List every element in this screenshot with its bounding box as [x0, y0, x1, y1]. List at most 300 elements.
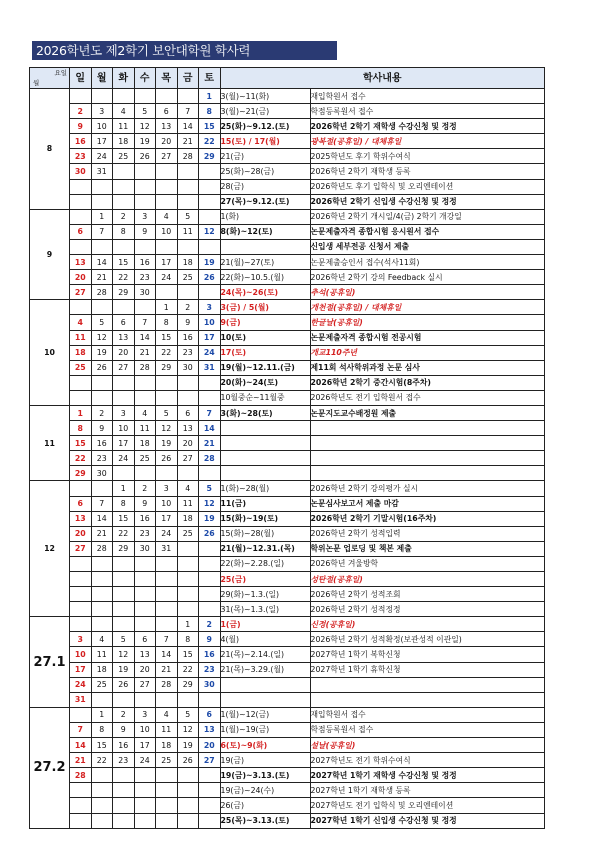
- day-cell: 28: [70, 768, 92, 783]
- day-cell: 1: [199, 89, 221, 104]
- day-cell: 15: [91, 738, 113, 753]
- day-cell: 17: [199, 330, 221, 345]
- day-cell: [91, 300, 113, 315]
- day-cell: [177, 390, 199, 405]
- day-cell: [134, 798, 156, 813]
- day-cell: [113, 572, 135, 587]
- day-cell: 28: [177, 149, 199, 164]
- day-cell: [113, 783, 135, 798]
- day-cell: 18: [91, 662, 113, 677]
- day-cell: 10: [156, 496, 178, 511]
- day-cell: 19: [156, 436, 178, 451]
- day-cell: 28: [91, 541, 113, 556]
- day-cell: 12: [91, 330, 113, 345]
- table-row: [30, 602, 545, 617]
- day-cell: [113, 164, 135, 179]
- day-cell: [134, 390, 156, 405]
- event-date: [220, 692, 310, 707]
- day-cell: [113, 692, 135, 707]
- day-cell: 9: [70, 119, 92, 134]
- day-cell: 14: [199, 421, 221, 436]
- day-cell: [177, 89, 199, 104]
- day-cell: 20: [70, 270, 92, 285]
- day-cell: [70, 556, 92, 571]
- day-cell: 21: [70, 753, 92, 768]
- event-date: 29(화)~1.3.(일): [220, 587, 310, 602]
- day-cell: 14: [156, 647, 178, 662]
- day-cell: 16: [70, 134, 92, 149]
- day-cell: 24: [134, 753, 156, 768]
- day-cell: 24: [91, 149, 113, 164]
- day-cell: [199, 194, 221, 209]
- day-cell: 11: [113, 119, 135, 134]
- event-description: 논문지도교수배정원 제출: [310, 405, 545, 420]
- day-cell: 30: [91, 466, 113, 481]
- day-cell: 6: [113, 315, 135, 330]
- day-cell: 7: [70, 722, 92, 737]
- day-cell: 7: [91, 496, 113, 511]
- event-date: 17(토): [220, 345, 310, 360]
- event-description: 학위논문 업로딩 및 책본 제출: [310, 541, 545, 556]
- day-cell: 7: [134, 315, 156, 330]
- day-cell: 30: [134, 285, 156, 300]
- day-cell: 15: [113, 511, 135, 526]
- event-date: 19(금)~24(수): [220, 783, 310, 798]
- day-cell: 5: [113, 632, 135, 647]
- day-cell: 2: [134, 481, 156, 496]
- day-cell: 17: [156, 511, 178, 526]
- day-cell: [70, 602, 92, 617]
- event-description: 광복절(공휴일) / 대체휴일: [310, 134, 545, 149]
- table-row: [30, 375, 545, 390]
- event-description: 논문심사보고서 제출 마감: [310, 496, 545, 511]
- day-cell: [134, 375, 156, 390]
- day-cell: [156, 617, 178, 632]
- event-description: 2026학년도 후기 입학식 및 오리엔테이션: [310, 179, 545, 194]
- table-row: [30, 255, 545, 270]
- day-cell: 24: [156, 526, 178, 541]
- day-cell: [177, 798, 199, 813]
- day-cell: [91, 768, 113, 783]
- day-cell: 17: [113, 436, 135, 451]
- day-cell: 25: [113, 149, 135, 164]
- day-cell: 9: [91, 421, 113, 436]
- day-cell: 8: [113, 496, 135, 511]
- event-description: 2027학년 1학기 복학신청: [310, 647, 545, 662]
- day-cell: 3: [70, 632, 92, 647]
- day-cell: 12: [177, 722, 199, 737]
- day-cell: 4: [156, 707, 178, 722]
- day-cell: [156, 798, 178, 813]
- event-date: 21(금): [220, 149, 310, 164]
- event-date: 15(화)~19(토): [220, 511, 310, 526]
- day-cell: [70, 572, 92, 587]
- day-cell: [177, 602, 199, 617]
- day-cell: 8: [156, 315, 178, 330]
- event-description: 2026학년 2학기 성적확정(보관성적 이관일): [310, 632, 545, 647]
- event-description: 한글날(공휴일): [310, 315, 545, 330]
- calendar-body: [30, 89, 545, 829]
- day-cell: 6: [156, 104, 178, 119]
- day-cell: 29: [199, 149, 221, 164]
- day-cell: [91, 602, 113, 617]
- day-cell: [70, 194, 92, 209]
- day-cell: 20: [134, 662, 156, 677]
- event-date: 3(월)~21(금): [220, 104, 310, 119]
- day-cell: 25: [70, 360, 92, 375]
- day-cell: [199, 179, 221, 194]
- day-cell: 22: [199, 134, 221, 149]
- day-cell: 21: [91, 526, 113, 541]
- table-row: [30, 179, 545, 194]
- day-cell: [134, 300, 156, 315]
- day-cell: [70, 617, 92, 632]
- day-cell: 5: [91, 315, 113, 330]
- day-cell: 30: [177, 360, 199, 375]
- day-cell: [199, 768, 221, 783]
- day-cell: [134, 466, 156, 481]
- day-cell: 21: [134, 345, 156, 360]
- event-date: [220, 239, 310, 254]
- event-date: 31(목)~1.3.(일): [220, 602, 310, 617]
- event-date: [220, 451, 310, 466]
- day-cell: [156, 602, 178, 617]
- day-cell: 28: [134, 360, 156, 375]
- day-cell: 2: [199, 617, 221, 632]
- day-cell: [113, 300, 135, 315]
- event-date: [220, 466, 310, 481]
- event-date: [220, 677, 310, 692]
- table-row: [30, 239, 545, 254]
- day-cell: 27: [70, 541, 92, 556]
- day-cell: 12: [134, 119, 156, 134]
- day-cell: [134, 617, 156, 632]
- event-date: 10월중순~11월중: [220, 390, 310, 405]
- month-label: 27.1: [30, 617, 70, 708]
- day-cell: [199, 556, 221, 571]
- day-cell: [134, 587, 156, 602]
- day-cell: 13: [177, 421, 199, 436]
- table-row: [30, 647, 545, 662]
- day-header-thu: 목: [156, 68, 178, 89]
- day-cell: [113, 466, 135, 481]
- day-cell: 31: [199, 360, 221, 375]
- day-cell: [156, 692, 178, 707]
- day-cell: [177, 541, 199, 556]
- day-cell: [177, 556, 199, 571]
- day-cell: [156, 466, 178, 481]
- content-header: 학사내용: [220, 68, 545, 89]
- day-header-tue: 화: [113, 68, 135, 89]
- day-cell: 12: [199, 496, 221, 511]
- day-cell: [156, 179, 178, 194]
- table-row: [30, 632, 545, 647]
- table-row: [30, 466, 545, 481]
- day-cell: [70, 209, 92, 224]
- day-cell: [91, 798, 113, 813]
- table-row: [30, 753, 545, 768]
- day-cell: 4: [134, 405, 156, 420]
- page-title: 2026학년도 제2학기 보안대학원 학사력: [32, 41, 337, 60]
- day-cell: 25: [91, 677, 113, 692]
- day-cell: [70, 798, 92, 813]
- table-row: [30, 783, 545, 798]
- event-description: 추석(공휴일): [310, 285, 545, 300]
- day-cell: 3: [91, 104, 113, 119]
- day-cell: [91, 692, 113, 707]
- day-cell: 18: [177, 255, 199, 270]
- event-description: 논문제출자격 종합시험 응시원서 접수: [310, 224, 545, 239]
- day-cell: [134, 89, 156, 104]
- day-cell: 4: [113, 104, 135, 119]
- day-cell: 13: [70, 511, 92, 526]
- day-cell: [70, 375, 92, 390]
- day-cell: [91, 783, 113, 798]
- table-row: [30, 768, 545, 783]
- day-cell: 29: [70, 466, 92, 481]
- day-cell: 8: [177, 632, 199, 647]
- event-description: 제11회 석사학위과정 논문 심사: [310, 360, 545, 375]
- day-cell: 15: [70, 436, 92, 451]
- event-date: 10(토): [220, 330, 310, 345]
- day-cell: 23: [70, 149, 92, 164]
- table-row: [30, 541, 545, 556]
- day-cell: 22: [113, 526, 135, 541]
- day-cell: [70, 587, 92, 602]
- day-cell: 15: [113, 255, 135, 270]
- day-cell: 31: [91, 164, 113, 179]
- table-row: [30, 692, 545, 707]
- day-cell: 4: [156, 209, 178, 224]
- event-description: 학점등록원서 접수: [310, 722, 545, 737]
- day-cell: 11: [177, 496, 199, 511]
- day-cell: 17: [156, 255, 178, 270]
- day-cell: 12: [156, 421, 178, 436]
- day-cell: 2: [70, 104, 92, 119]
- day-cell: 1: [177, 617, 199, 632]
- day-cell: [156, 194, 178, 209]
- table-row: [30, 722, 545, 737]
- day-cell: [199, 285, 221, 300]
- day-cell: 24: [199, 345, 221, 360]
- event-date: 25(화)~28(금): [220, 164, 310, 179]
- table-row: [30, 496, 545, 511]
- day-cell: 13: [70, 255, 92, 270]
- day-cell: [113, 813, 135, 828]
- day-cell: 23: [134, 270, 156, 285]
- day-cell: [199, 813, 221, 828]
- table-row: [30, 360, 545, 375]
- table-row: [30, 315, 545, 330]
- day-cell: [177, 375, 199, 390]
- event-description: 개천절(공휴일) / 대체휴일: [310, 300, 545, 315]
- day-cell: 11: [156, 722, 178, 737]
- day-cell: [156, 587, 178, 602]
- day-cell: 16: [134, 255, 156, 270]
- day-cell: 14: [91, 255, 113, 270]
- event-date: 21(월)~27(토): [220, 255, 310, 270]
- day-cell: 26: [134, 149, 156, 164]
- day-cell: [177, 813, 199, 828]
- day-cell: [70, 179, 92, 194]
- month-label: 10: [30, 300, 70, 406]
- day-cell: [177, 587, 199, 602]
- table-row: [30, 224, 545, 239]
- table-row: [30, 526, 545, 541]
- table-row: [30, 119, 545, 134]
- day-cell: 6: [70, 496, 92, 511]
- table-row: [30, 89, 545, 104]
- month-label: 11: [30, 405, 70, 480]
- event-description: 2026학년 겨울방학: [310, 556, 545, 571]
- day-cell: [91, 587, 113, 602]
- event-description: 2026학년 2학기 강의 Feedback 실시: [310, 270, 545, 285]
- day-cell: 21: [156, 662, 178, 677]
- day-cell: 31: [70, 692, 92, 707]
- day-cell: [70, 783, 92, 798]
- event-date: 26(금): [220, 798, 310, 813]
- day-cell: [113, 194, 135, 209]
- day-cell: [199, 375, 221, 390]
- day-cell: [91, 556, 113, 571]
- event-date: 24(목)~26(토): [220, 285, 310, 300]
- table-row: [30, 104, 545, 119]
- day-cell: [177, 572, 199, 587]
- day-cell: 14: [134, 330, 156, 345]
- day-cell: 16: [91, 436, 113, 451]
- day-cell: 26: [199, 526, 221, 541]
- day-cell: 9: [199, 632, 221, 647]
- day-cell: 18: [113, 134, 135, 149]
- day-cell: 4: [70, 315, 92, 330]
- day-cell: 2: [113, 707, 135, 722]
- day-cell: 17: [91, 134, 113, 149]
- day-cell: 22: [156, 345, 178, 360]
- event-date: 8(화)~12(토): [220, 224, 310, 239]
- event-date: 1(화)~28(월): [220, 481, 310, 496]
- day-cell: 28: [199, 451, 221, 466]
- event-date: [220, 436, 310, 451]
- event-description: [310, 436, 545, 451]
- day-cell: 5: [177, 707, 199, 722]
- event-date: 19(금): [220, 753, 310, 768]
- day-cell: 15: [177, 647, 199, 662]
- day-cell: 5: [199, 481, 221, 496]
- day-cell: 1: [70, 405, 92, 420]
- day-cell: 20: [113, 345, 135, 360]
- event-description: 2026학년 2학기 성적정정: [310, 602, 545, 617]
- day-cell: 26: [199, 270, 221, 285]
- day-cell: 26: [156, 451, 178, 466]
- day-cell: [177, 783, 199, 798]
- day-cell: 28: [91, 285, 113, 300]
- day-cell: [91, 813, 113, 828]
- day-cell: 7: [199, 405, 221, 420]
- table-row: [30, 572, 545, 587]
- day-cell: 27: [113, 360, 135, 375]
- event-description: 2025학년도 후기 학위수여식: [310, 149, 545, 164]
- day-cell: 6: [134, 632, 156, 647]
- day-cell: 27: [134, 677, 156, 692]
- day-cell: 25: [134, 451, 156, 466]
- day-cell: 15: [199, 119, 221, 134]
- day-cell: [134, 783, 156, 798]
- table-row: [30, 390, 545, 405]
- day-cell: 9: [177, 315, 199, 330]
- day-cell: [134, 572, 156, 587]
- day-cell: 20: [177, 436, 199, 451]
- event-date: 1(금): [220, 617, 310, 632]
- day-cell: [91, 390, 113, 405]
- table-row: [30, 405, 545, 420]
- day-cell: 21: [199, 436, 221, 451]
- day-cell: [113, 390, 135, 405]
- day-cell: 7: [156, 632, 178, 647]
- day-cell: 11: [177, 224, 199, 239]
- day-cell: 3: [113, 405, 135, 420]
- event-description: 2026학년 2학기 재학생 수강신청 및 정정: [310, 119, 545, 134]
- day-cell: 19: [199, 255, 221, 270]
- day-cell: [156, 813, 178, 828]
- day-cell: 27: [70, 285, 92, 300]
- day-cell: [134, 768, 156, 783]
- day-cell: [199, 164, 221, 179]
- event-description: 2027학년 1학기 신입생 수강신청 및 정정: [310, 813, 545, 828]
- day-cell: 23: [177, 345, 199, 360]
- event-description: 2027학년도 전기 학위수여식: [310, 753, 545, 768]
- event-date: 25(금): [220, 572, 310, 587]
- event-description: 2027학년 1학기 재학생 수강신청 및 정정: [310, 768, 545, 783]
- event-date: 19(월)~12.11.(금): [220, 360, 310, 375]
- day-cell: 14: [177, 119, 199, 134]
- day-cell: 1: [113, 481, 135, 496]
- day-cell: 18: [177, 511, 199, 526]
- day-cell: 9: [113, 722, 135, 737]
- day-cell: 20: [70, 526, 92, 541]
- event-date: 21(월)~12.31.(목): [220, 541, 310, 556]
- event-description: 논문제출승인서 접수(석사11회): [310, 255, 545, 270]
- day-cell: 24: [113, 451, 135, 466]
- table-row: [30, 481, 545, 496]
- day-cell: 20: [199, 738, 221, 753]
- day-cell: [70, 390, 92, 405]
- day-cell: [113, 587, 135, 602]
- day-cell: 5: [134, 104, 156, 119]
- table-row: [30, 813, 545, 828]
- day-cell: 13: [134, 647, 156, 662]
- event-date: 1(화): [220, 209, 310, 224]
- day-cell: 24: [156, 270, 178, 285]
- table-row: [30, 270, 545, 285]
- day-cell: 6: [199, 707, 221, 722]
- day-cell: [199, 602, 221, 617]
- event-date: 22(화)~10.5.(월): [220, 270, 310, 285]
- day-cell: [91, 179, 113, 194]
- table-row: [30, 285, 545, 300]
- day-cell: 19: [91, 345, 113, 360]
- day-cell: 7: [91, 224, 113, 239]
- event-date: 3(월)~11(화): [220, 89, 310, 104]
- day-cell: 25: [177, 526, 199, 541]
- day-cell: [113, 375, 135, 390]
- day-cell: [113, 179, 135, 194]
- day-cell: [113, 617, 135, 632]
- academic-calendar-table: [29, 67, 545, 829]
- day-cell: 24: [70, 677, 92, 692]
- day-cell: [199, 783, 221, 798]
- event-description: 설날(공휴일): [310, 738, 545, 753]
- day-cell: [70, 813, 92, 828]
